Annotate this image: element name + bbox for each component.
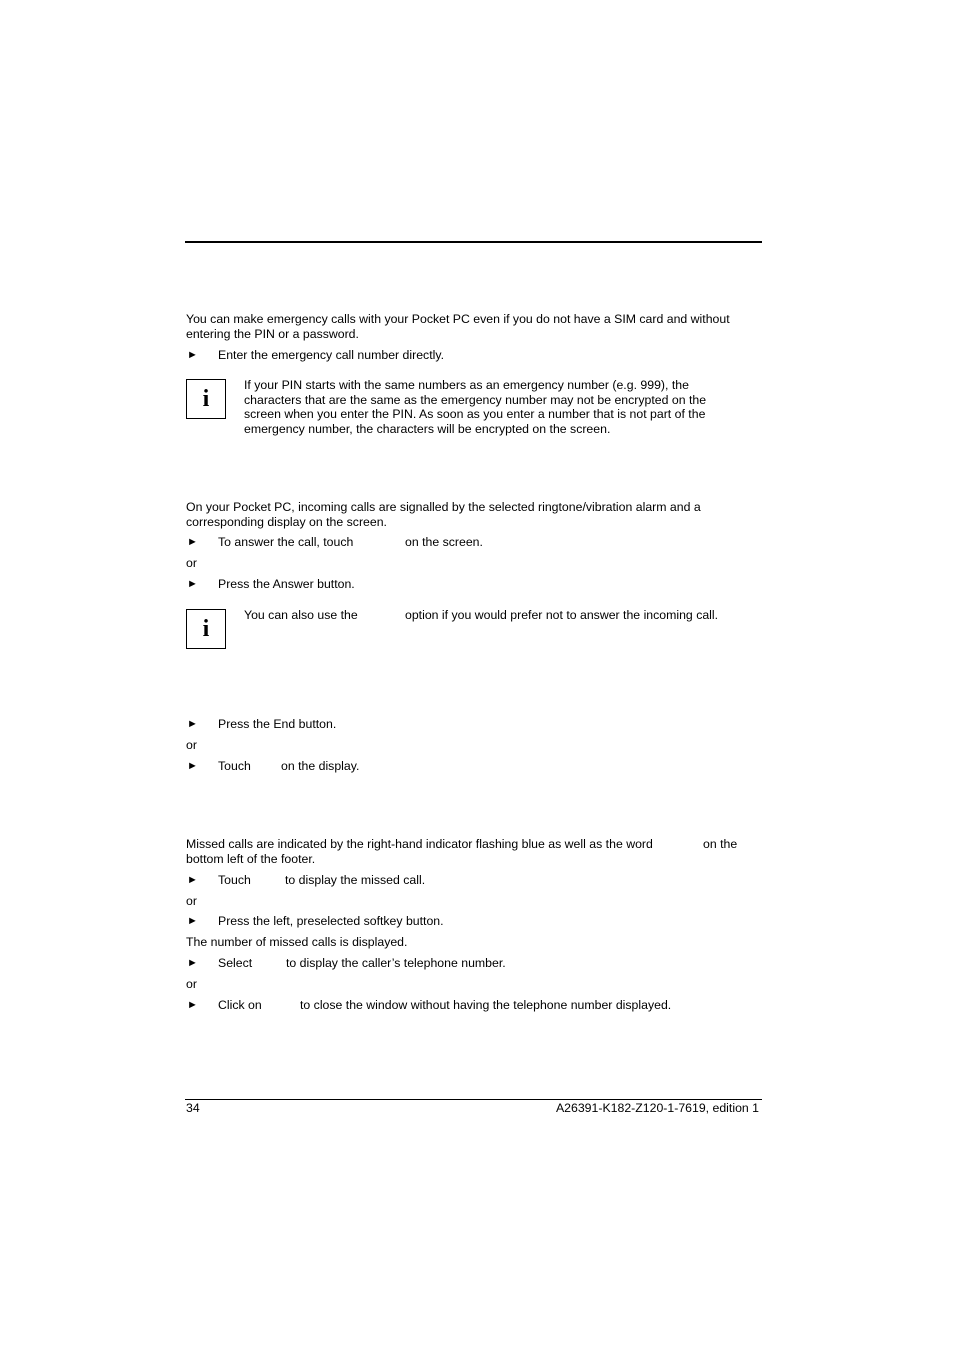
missed-step1-text-end: to display the missed call. xyxy=(285,873,426,887)
incoming-step2: Press the Answer button. xyxy=(218,577,355,591)
or-label: or xyxy=(186,977,197,991)
page-number: 34 xyxy=(186,1101,200,1115)
missed-step3-text-end: to display the caller’s telephone number. xyxy=(286,956,506,970)
incoming-note-text-end: option if you would prefer not to answer the incoming call. xyxy=(405,608,719,622)
emergency-intro: You can make emergency calls with your Pocket PC even if you do not have a SIM card and without entering the PIN or a password. xyxy=(186,312,730,341)
header-rule xyxy=(185,241,762,243)
emergency-note: If your PIN starts with the same numbers as an emergency number (e.g. 999), the characters that are the same as the emergency number may not be encrypted on the screen when you enter the PIN. As soon as you enter a number that is not part of the emergency number, the characters will be encrypted on the screen. xyxy=(244,378,707,436)
incoming-note-text: You can also use the xyxy=(244,608,358,622)
or-label: or xyxy=(186,738,197,752)
bullet-icon: ► xyxy=(187,915,198,927)
emergency-step: Enter the emergency call number directly. xyxy=(218,348,444,362)
incoming-intro: On your Pocket PC, incoming calls are signalled by the selected ringtone/vibration alarm and a corresponding display on the screen. xyxy=(186,500,701,529)
bullet-icon: ► xyxy=(187,718,198,730)
bullet-icon: ► xyxy=(187,349,198,361)
incoming-step1-text-end: on the screen. xyxy=(405,535,483,549)
or-label: or xyxy=(186,556,197,570)
missed-step4-text-end: to close the window without having the telephone number displayed. xyxy=(300,998,672,1012)
incoming-step1-text: To answer the call, touch xyxy=(218,535,354,549)
missed-count-text: The number of missed calls is displayed. xyxy=(186,935,408,949)
missed-intro-text-mid: on the xyxy=(703,837,738,851)
missed-step3-text: Select xyxy=(218,956,253,970)
end-step1: Press the End button. xyxy=(218,717,337,731)
end-step2-text-end: on the display. xyxy=(281,759,360,773)
missed-step1-text: Touch xyxy=(218,873,251,887)
info-icon: i xyxy=(186,609,226,649)
missed-intro-text-end: bottom left of the footer. xyxy=(186,852,316,866)
missed-intro-text: Missed calls are indicated by the right-hand indicator flashing blue as well as the word xyxy=(186,837,653,851)
missed-step2: Press the left, preselected softkey button. xyxy=(218,914,444,928)
bullet-icon: ► xyxy=(187,999,198,1011)
info-icon: i xyxy=(186,379,226,419)
bullet-icon: ► xyxy=(187,578,198,590)
bullet-icon: ► xyxy=(187,536,198,548)
missed-step4-text: Click on xyxy=(218,998,262,1012)
document-id: A26391-K182-Z120-1-7619, edition 1 xyxy=(555,1101,759,1115)
footer-rule xyxy=(185,1099,762,1100)
bullet-icon: ► xyxy=(187,874,198,886)
bullet-icon: ► xyxy=(187,957,198,969)
or-label: or xyxy=(186,894,197,908)
end-step2-text: Touch xyxy=(218,759,251,773)
bullet-icon: ► xyxy=(187,760,198,772)
